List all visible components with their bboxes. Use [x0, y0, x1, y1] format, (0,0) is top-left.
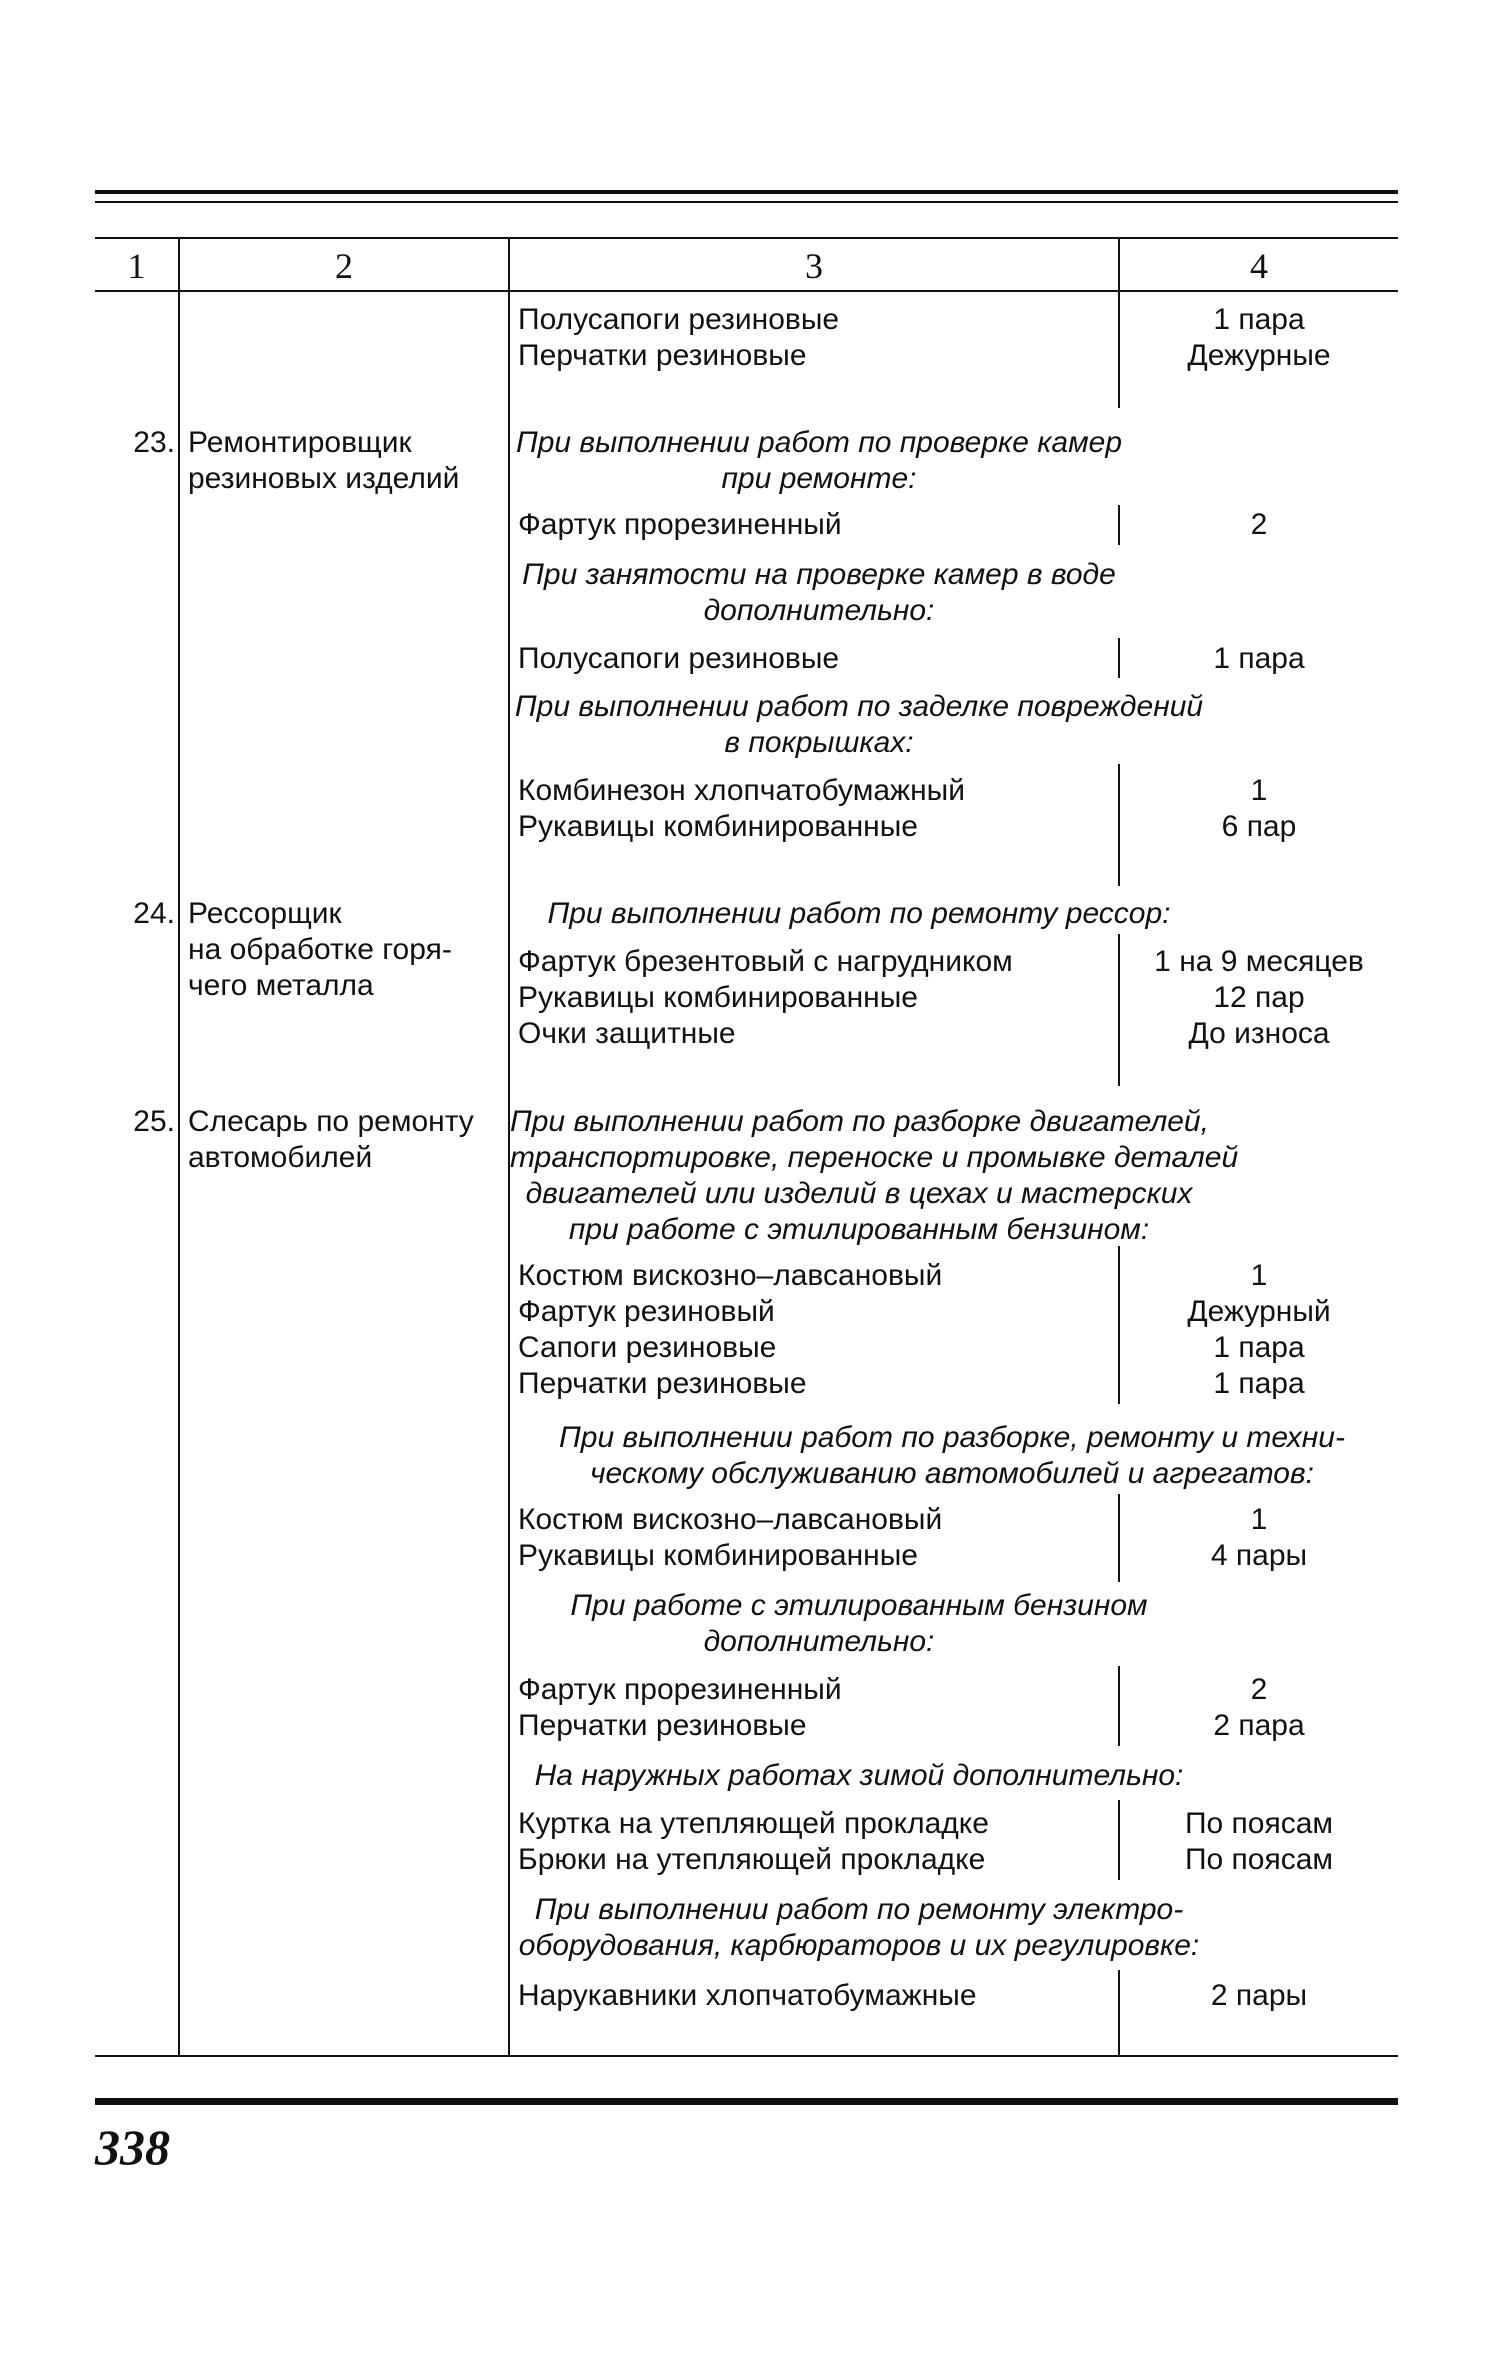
qty-text: 1 пара [1213, 1367, 1305, 1400]
item-text: Куртка на утепляющей прокладке [518, 1807, 989, 1840]
item-text: Фартук прорезиненный [518, 1673, 842, 1706]
header-col-1: 1 [127, 246, 146, 286]
item-text: Нарукавники хлопчатобумажные [518, 1979, 977, 2012]
item-text: Рукавицы комбинированные [518, 1539, 918, 1572]
row-number: 24. [133, 897, 175, 930]
row-number: 23. [133, 426, 175, 459]
qty-text: Дежурные [1187, 339, 1331, 372]
qty-text: По поясам [1184, 1843, 1334, 1876]
profession-name: автомобилей [188, 1141, 373, 1174]
qty-text: 4 пары [1210, 1539, 1308, 1572]
item-text: Полусапоги резиновые [518, 303, 840, 336]
condition-heading: При выполнении работ по заделке повреждений [514, 690, 1204, 723]
qty-text: 12 пар [1213, 981, 1305, 1014]
qty-text: 2 [1250, 508, 1268, 541]
item-text: Очки защитные [518, 1017, 736, 1050]
condition-heading: При выполнении работ по разборке двигателей, [510, 1105, 1209, 1138]
condition-heading: При выполнении работ по разборке, ремонту и техни- [559, 1421, 1345, 1454]
qty-text: 1 [1250, 1259, 1268, 1292]
condition-heading: в покрышках: [724, 726, 914, 759]
item-text: Фартук прорезиненный [518, 508, 842, 541]
item-text: Сапоги резиновые [518, 1331, 777, 1364]
item-text: Рукавицы комбинированные [518, 981, 918, 1014]
header-col-2: 2 [335, 246, 353, 286]
row-number: 25. [133, 1105, 175, 1138]
profession-name: резиновых изделий [188, 462, 460, 495]
header-top-border [95, 237, 1398, 239]
condition-heading: При выполнении работ по ремонту электро- [534, 1893, 1184, 1926]
profession-name: на обработке горя- [188, 933, 452, 966]
qty-text: 1 [1250, 774, 1268, 807]
item-text: Перчатки резиновые [518, 339, 807, 372]
top-rule-thin [95, 201, 1398, 203]
table-bottom-border [95, 2055, 1398, 2057]
qty-text: 2 пара [1213, 1709, 1305, 1742]
condition-heading: при ремонте: [721, 462, 917, 495]
item-text: Комбинезон хлопчатобумажный [518, 774, 965, 807]
condition-heading: На наружных работах зимой дополнительно: [534, 1759, 1184, 1792]
condition-heading: при работе с этилированным бензином: [568, 1213, 1150, 1246]
qty-text: 6 пар [1221, 810, 1297, 843]
page-number: 338 [95, 2119, 170, 2175]
condition-heading: оборудования, карбюраторов и их регулировке: [518, 1929, 1200, 1962]
item-text: Рукавицы комбинированные [518, 810, 918, 843]
qty-text: 1 пара [1213, 1331, 1305, 1364]
condition-heading: При работе с этилированным бензином [570, 1589, 1148, 1622]
profession-name: Ремонтировщик [188, 426, 412, 459]
condition-heading: При выполнении работ по проверке камер [515, 426, 1123, 459]
qty-text: 1 [1250, 1503, 1268, 1536]
condition-heading: двигателей или изделий в цехах и мастерских [525, 1177, 1193, 1210]
top-rule [95, 190, 1398, 194]
header-col-3: 3 [805, 246, 823, 286]
item-text: Перчатки резиновые [518, 1709, 807, 1742]
item-text: Фартук резиновый [518, 1295, 775, 1328]
item-text: Фартук брезентовый с нагрудником [518, 945, 1013, 978]
item-text: Костюм вискозно–лавсановый [518, 1259, 943, 1292]
item-text: Брюки на утепляющей прокладке [518, 1843, 986, 1876]
header-bottom-border [95, 290, 1398, 292]
condition-heading: При занятости на проверке камер в воде [522, 558, 1116, 591]
qty-text: Дежурный [1187, 1295, 1331, 1328]
profession-name: Рессорщик [188, 897, 342, 930]
qty-text: До износа [1188, 1017, 1330, 1050]
qty-text: 2 [1250, 1673, 1268, 1706]
condition-heading: транспортировке, переноске и промывке деталей [510, 1141, 1239, 1174]
qty-text: 1 пара [1213, 642, 1305, 675]
profession-name: чего металла [188, 969, 374, 1002]
item-text: Костюм вискозно–лавсановый [518, 1503, 943, 1536]
profession-name: Слесарь по ремонту [188, 1105, 474, 1138]
footer-rule [95, 2098, 1398, 2105]
column-divider-1 [178, 238, 180, 2056]
qty-text: 1 на 9 месяцев [1154, 945, 1364, 978]
condition-heading: ческому обслуживанию автомобилей и агрегатов: [590, 1457, 1314, 1490]
condition-heading: дополнительно: [703, 594, 935, 627]
item-text: Полусапоги резиновые [518, 642, 840, 675]
qty-text: 1 пара [1213, 303, 1305, 336]
condition-heading: дополнительно: [703, 1625, 935, 1658]
condition-heading: При выполнении работ по ремонту рессор: [547, 897, 1171, 930]
qty-text: По поясам [1184, 1807, 1334, 1840]
qty-text: 2 пары [1210, 1979, 1308, 2012]
item-text: Перчатки резиновые [518, 1367, 807, 1400]
header-col-4: 4 [1250, 246, 1268, 286]
